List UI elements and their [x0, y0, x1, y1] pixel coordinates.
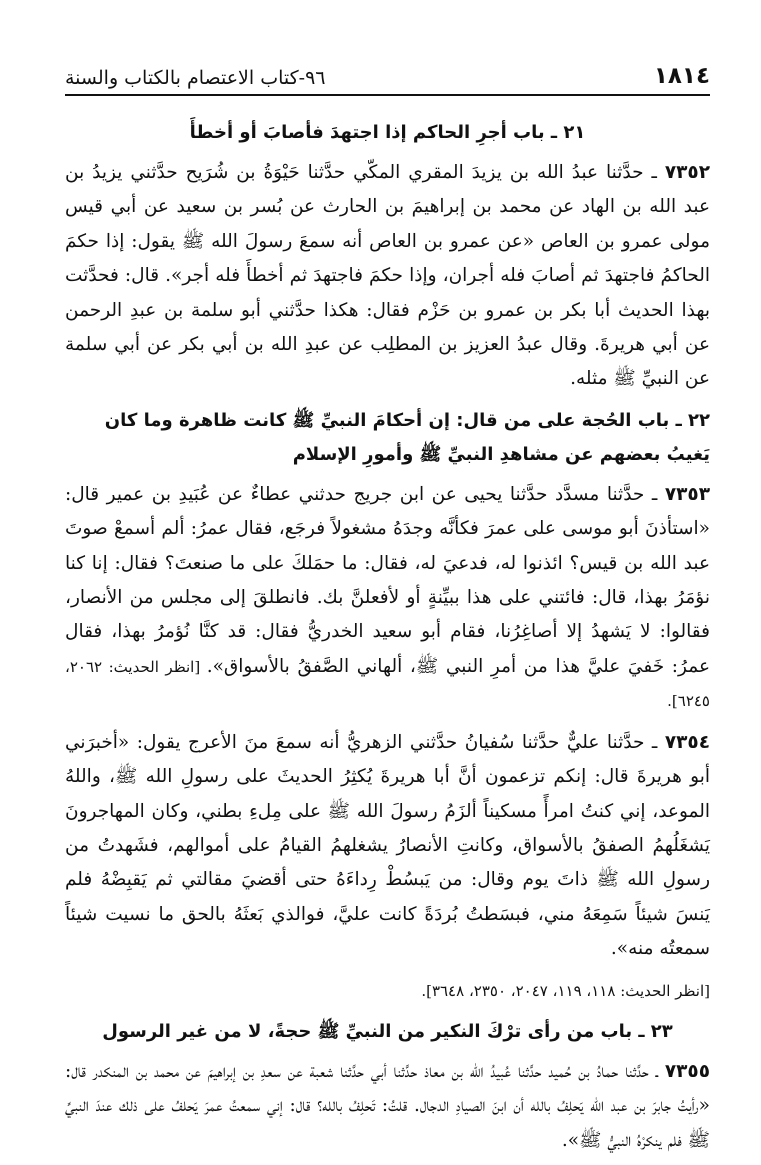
hadith-paragraph [65, 156, 710, 397]
hadith-number: ٧٣٥٤ [664, 731, 710, 753]
page-number: ١٨١٤ [653, 63, 710, 89]
hadith-paragraph [65, 726, 710, 967]
chapter-heading: ٢٢ ـ باب الحُجة على من قال: إن أحكامَ النبيِّ ﷺ كانت ظاهرة وما كان يَغيبُ بعضهم عن مشاهدِ النبيِّ ﷺ وأمورِ الإسلام [104, 409, 710, 465]
hadith-number: ٧٣٥٥ [664, 1060, 710, 1082]
hadith-number: ٧٣٥٢ [664, 162, 710, 183]
chapter-heading: ٢١ ـ باب أجرِ الحاكم إذا اجتهدَ فأصابَ أو أخطأَ [189, 122, 586, 143]
hadith-text: ـ حدَّثنا عليٌّ حدَّثنا سُفيانُ حدَّثني الزهريُّ أنه سمعَ منَ الأعرج يقول: «أخبرَني أبو هريرةَ قال: إنكم تزعمون أنَّ أبا هريرةَ يُكثِرُ الحديثَ على رسولِ الله ﷺ، واللهُ الموعد، إني كنتُ امرأً مسكيناً ألزَمُ رسولَ الله ﷺ على مِلءِ بطني، وكان المهاجرونَ يَشغَلُهمُ الصفقُ بالأسواق، وكانتِ الأنصارُ يشغلهمُ القيامُ على أموالهم، فشَهدتُ من رسولِ الله ﷺ ذاتَ يوم وقال: من يَبسُطْ رِداءَهُ حتى أقضيَ مقالتي ثم يَقبِضْهُ فلم يَنسَ شيئاً سَمِعَهُ مني، فبسَطتُ بُردَةً كانت عليَّ، فوالذي بَعثَهُ بالحق ما نسيت شيئاً سمعتُه منه». [65, 731, 710, 960]
page-header [65, 62, 710, 96]
hadith-text: ـ حدَّثنا مسدَّد حدَّثنا يحيى عن ابن جريج حدثني عطاءٌ عن عُبَيدِ بن عمير قال: «استأذنَ أبو موسى على عمرَ فكأنَّه وجدَهُ مشغولاً فرجَع، فقال عمرُ: ألم أسمعْ صوتَ عبد الله بن قيس؟ ائذنوا له، فدعيَ له، فقال: ما حمَلكَ على ما صنعتَ؟ فقال: إنا كنا نؤمَرُ بهذا، قال: فائتني على هذا ببيِّنةٍ أو لأفعلنَّ بك. فانطلقَ إلى مجلس من الأنصار، فقالوا: لا يَشهدُ إلا أصاغِرُنا، فقام أبو سعيد الخدريُّ فقال: قد كنَّا نُؤمرُ بهذا، فقال عمرُ: خَفيَ عليَّ هذا من أمرِ النبي ﷺ، ألهاني الصَّفقُ بالأسواق». [65, 483, 710, 677]
hadith-paragraph [65, 1055, 710, 1158]
hadith-paragraph [65, 478, 710, 719]
running-title: ٩٦-كتاب الاعتصام بالكتاب والسنة [65, 67, 326, 89]
hadith-text: ـ حدَّثنا عبدُ الله بن يزيدَ المقري المكّي حدَّثنا حَيْوَةُ بن شُرَيح حدَّثني يزيدُ بن عبد الله بن الهاد عن محمد بن إبراهيمَ بن الحارث عن بُسر بن سعيد عن أبي قيس مولى عمرو بن العاص «عن عمرو بن العاص أنه سمعَ رسولَ الله ﷺ يقول: إذا حكمَ الحاكمُ فاجتهدَ ثم أصابَ فله أجران، وإذا حكمَ فاجتهدَ ثم أخطأَ فله أجر». قال: فحدَّثت بهذا الحديث أبا بكر بن عمرو بن حَزْم فقال: هكذا حدَّثني أبو سلمة بن عبدِ الرحمن عن أبي هريرةَ. وقال عبدُ العزيز بن المطلِب عن عبدِ الله بن أبي بكر عن أبي سلمة عن النبيِّ ﷺ مثله. [65, 162, 710, 390]
page-body [65, 110, 710, 1165]
hadith-number: ٧٣٥٣ [664, 483, 710, 505]
hadith-reference: [انظر الحديث: ٢٠٦٢، ٦٢٤٥]. [65, 657, 710, 711]
hadith-reference: [انظر الحديث: ١١٨، ١١٩، ٢٠٤٧، ٢٣٥٠، ٣٦٤٨]. [421, 981, 710, 1000]
hadith-text: ـ حدَّثنا حمادُ بن حُميد حدَّثنا عُبيدُ الله بن معاذ حدَّثنا أبي حدَّثنا شعبة عن سعدِ بن إبراهيمَ عن محمد بن المنكدر قال: «رأيتُ جابرَ بن عبد الله يَحلِفُ بالله أن ابنَ الصيادِ الدجال. قلتُ: تَحلِفُ بالله؟ قال: إني سمعتُ عمرَ يَحلفُ على ذلك عندَ النبيِّ ﷺ فلم ينكرْهُ النبيُّ ﷺ». [65, 1060, 710, 1151]
chapter-heading: ٢٣ ـ باب من رأى ترْكَ النكير من النبيِّ ﷺ حجةً، لا من غير الرسول [102, 1020, 673, 1042]
